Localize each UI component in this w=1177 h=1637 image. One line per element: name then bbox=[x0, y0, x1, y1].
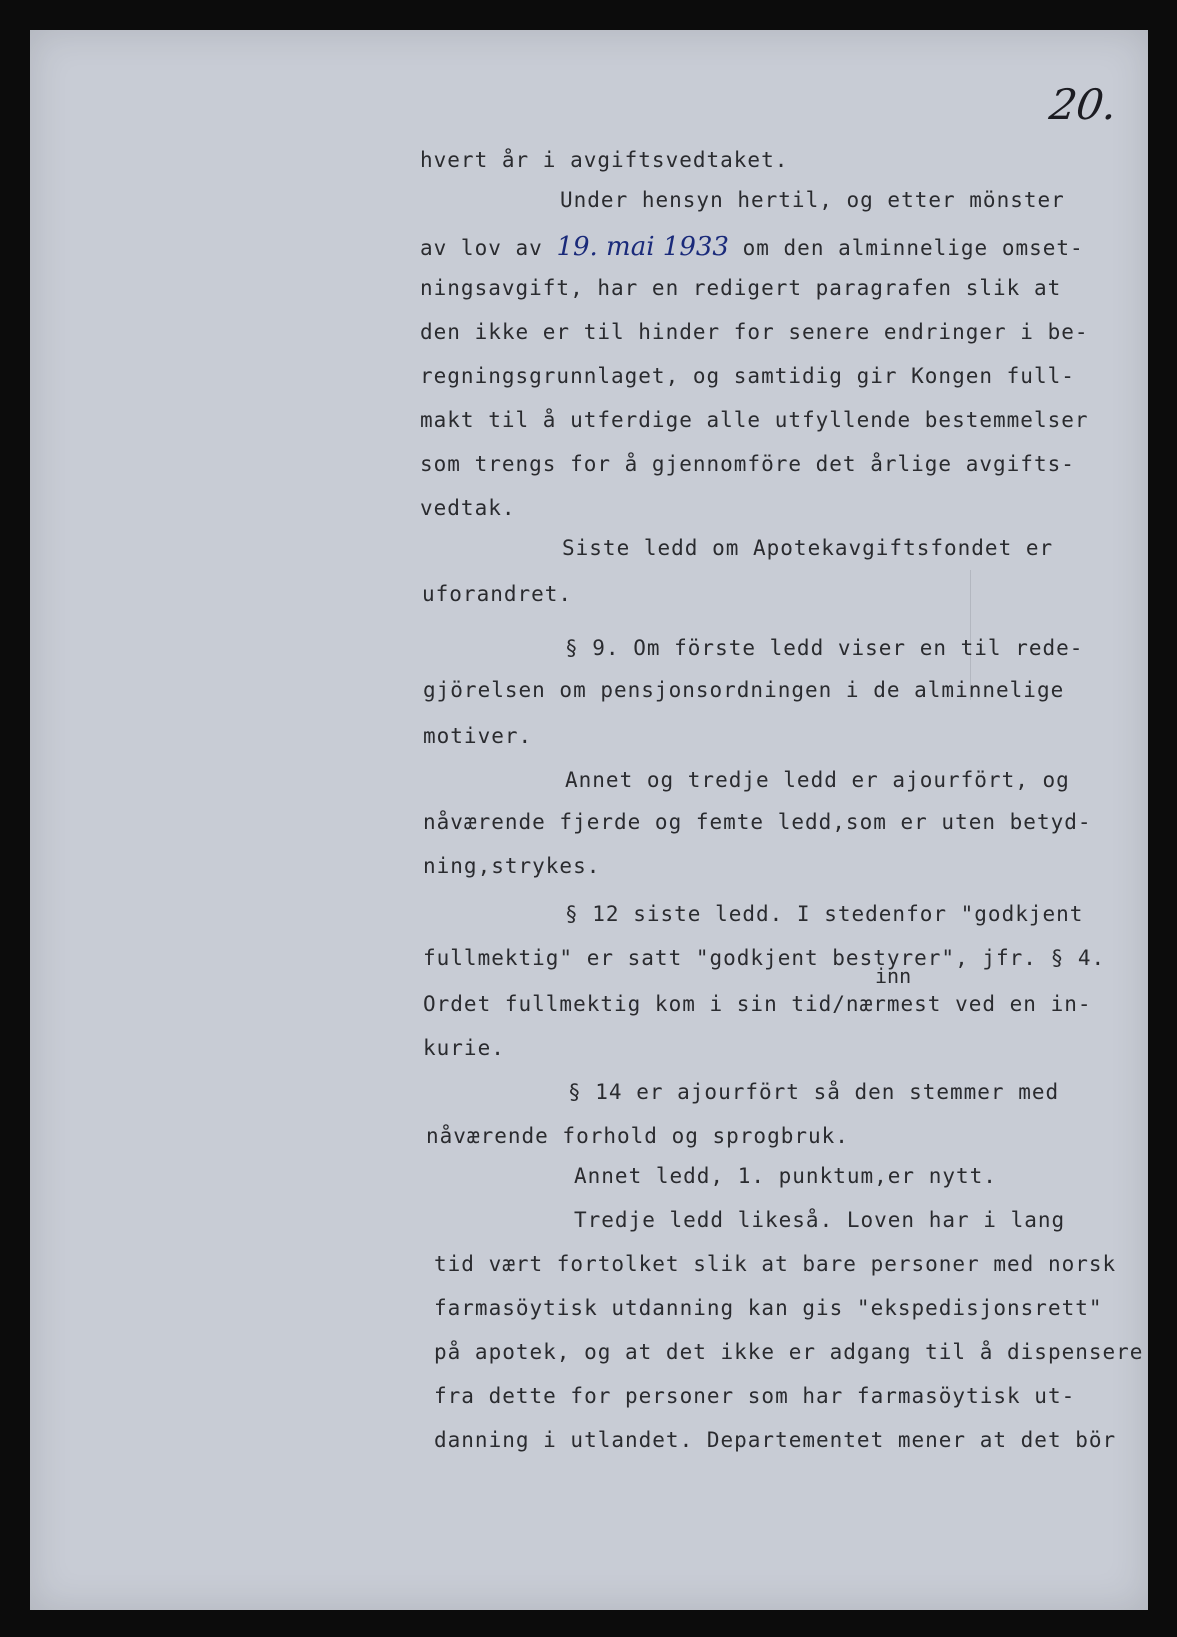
text-line: Ordet fullmektig kom i sin tid/nærmest ved en in- bbox=[423, 992, 1092, 1016]
document-page bbox=[30, 30, 1148, 1610]
page-number: 20. bbox=[1046, 80, 1121, 129]
text-line: kurie. bbox=[423, 1036, 505, 1060]
text-fragment: om den alminnelige omset- bbox=[728, 236, 1084, 260]
text-line: uforandret. bbox=[422, 582, 573, 606]
text-line: Tredje ledd likeså. Loven har i lang bbox=[574, 1208, 1066, 1232]
text-line: gjörelsen om pensjonsordningen i de alminnelige bbox=[423, 678, 1065, 702]
text-line: ningsavgift, har en redigert paragrafen slik at bbox=[420, 276, 1062, 300]
text-line: danning i utlandet. Departementet mener at det bör bbox=[434, 1428, 1117, 1452]
text-line: nåværende fjerde og femte ledd,som er uten betyd- bbox=[423, 810, 1092, 834]
text-line: på apotek, og at det ikke er adgang til å dispensere bbox=[434, 1340, 1144, 1364]
text-line: Annet ledd, 1. punktum,er nytt. bbox=[574, 1164, 997, 1188]
interlinear-insert: inn bbox=[875, 964, 912, 988]
text-line: makt til å utferdige alle utfyllende bestemmelser bbox=[420, 408, 1089, 432]
text-line: ning,strykes. bbox=[423, 854, 601, 878]
text-line: hvert år i avgiftsvedtaket. bbox=[420, 148, 789, 172]
text-line: tid vært fortolket slik at bare personer med norsk bbox=[434, 1252, 1117, 1276]
text-line: motiver. bbox=[423, 724, 533, 748]
handwritten-date: 19. mai 1933 bbox=[556, 232, 729, 262]
text-line: § 9. Om förste ledd viser en til rede- bbox=[565, 636, 1084, 660]
text-line: § 14 er ajourfört så den stemmer med bbox=[568, 1080, 1060, 1104]
text-line: § 12 siste ledd. I stedenfor "godkjent bbox=[565, 902, 1084, 926]
text-fragment: av lov av bbox=[420, 236, 557, 260]
text-line: Siste ledd om Apotekavgiftsfondet er bbox=[562, 536, 1054, 560]
text-line-with-handwriting bbox=[420, 232, 1084, 262]
text-line: Under hensyn hertil, og etter mönster bbox=[560, 188, 1065, 212]
text-line: regningsgrunnlaget, og samtidig gir Kongen full- bbox=[420, 364, 1075, 388]
text-line: farmasöytisk utdanning kan gis "ekspedisjonsrett" bbox=[434, 1296, 1103, 1320]
text-line: den ikke er til hinder for senere endringer i be- bbox=[420, 320, 1089, 344]
text-line: som trengs for å gjennomföre det årlige avgifts- bbox=[420, 452, 1075, 476]
text-line: Annet og tredje ledd er ajourfört, og bbox=[565, 768, 1070, 792]
text-line: vedtak. bbox=[420, 496, 516, 520]
typed-text bbox=[30, 30, 1148, 1610]
text-line: fra dette for personer som har farmasöytisk ut- bbox=[434, 1384, 1076, 1408]
text-line: nåværende forhold og sprogbruk. bbox=[426, 1124, 849, 1148]
text-line: fullmektig" er satt "godkjent bestyrer", jfr. § 4. bbox=[423, 946, 1106, 970]
